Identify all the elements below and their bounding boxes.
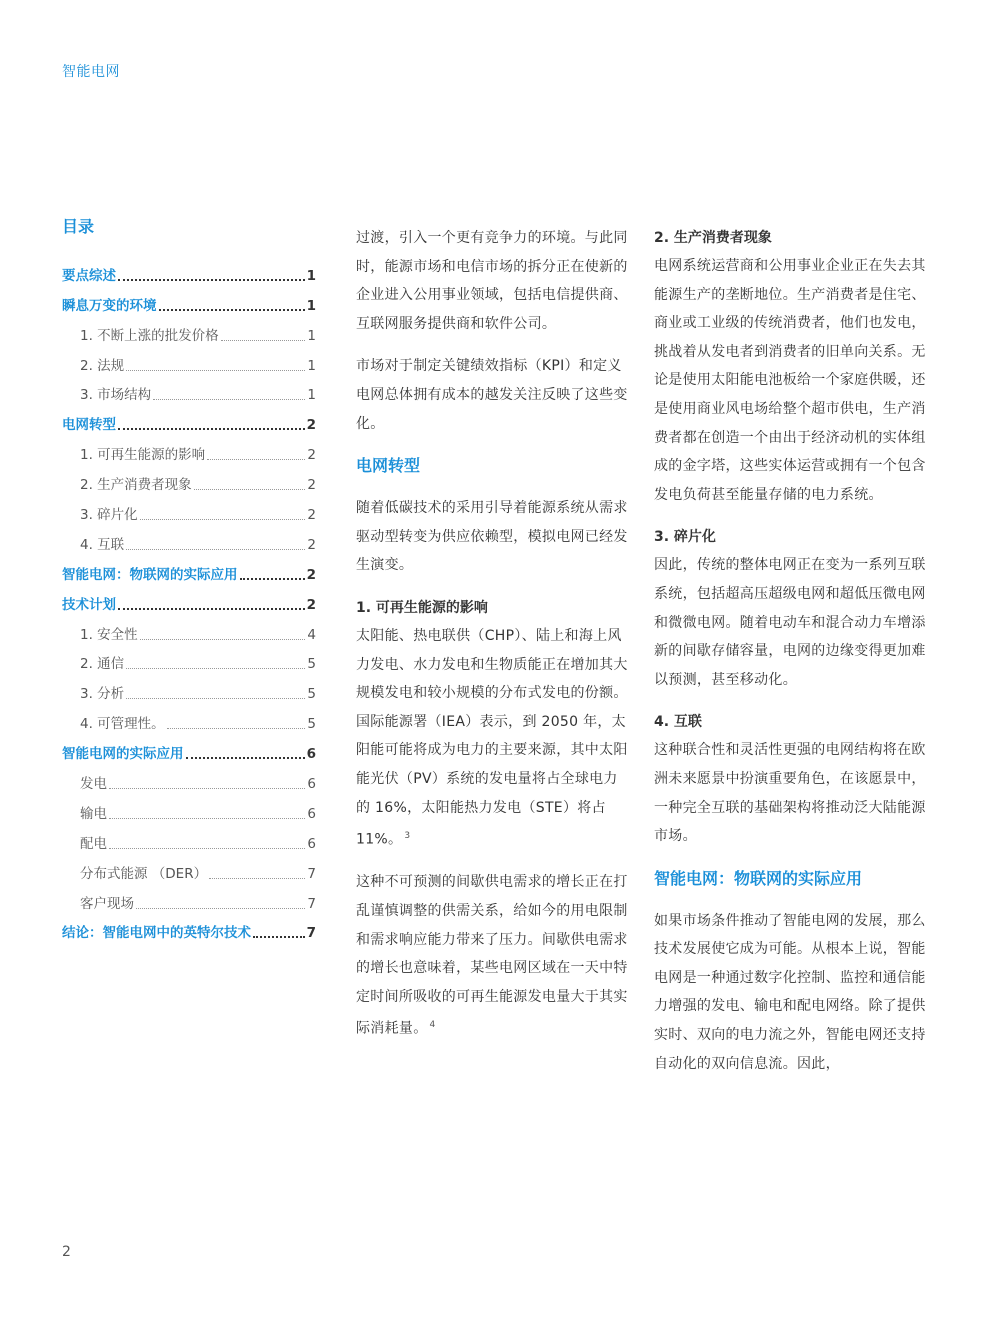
toc-leader-dots (240, 578, 305, 580)
toc-leader-dots (167, 728, 306, 729)
paragraph (356, 622, 628, 854)
toc-entry[interactable] (62, 738, 316, 768)
text-column-2 (356, 224, 628, 1058)
toc-entry[interactable] (62, 559, 316, 589)
toc-leader-dots (126, 668, 305, 669)
toc-leader-dots (186, 757, 305, 759)
toc-leader-dots (221, 340, 306, 341)
toc-entry-page: 2 (307, 507, 316, 524)
toc-leader-dots (109, 848, 305, 849)
toc-entry-page: 5 (307, 656, 316, 673)
toc-entry-page: 6 (307, 776, 316, 793)
toc-entry[interactable] (62, 888, 316, 918)
toc-entry[interactable] (62, 320, 316, 350)
toc-entry[interactable] (62, 798, 316, 828)
toc-entry[interactable] (62, 708, 316, 738)
toc-leader-dots (109, 788, 305, 789)
toc-entry-label: 电网转型 (62, 417, 116, 434)
text-column-3 (654, 224, 926, 1092)
toc-entry[interactable] (62, 678, 316, 708)
toc-leader-dots (126, 698, 305, 699)
toc-entry-page: 1 (307, 357, 316, 374)
toc-leader-dots (118, 608, 305, 610)
paragraph-text: 太阳能、热电联供（CHP）、陆上和海上风力发电、水力发电和生物质能正在增加其大规模发电和较小规模的分布式发电的份额。国际能源署（IEA）表示，到 2050 年，太阳能可能将成为电力的主要来源，其中太阳能光伏（PV）系统的发电量将占全球电力的 16%，太阳能热力发电（STE）将占 11%。 (356, 627, 628, 848)
toc-entry-label: 2. 法规 (80, 357, 125, 374)
footnote-marker[interactable]: 4 (429, 1020, 436, 1031)
toc-leader-dots (209, 878, 305, 879)
sub-heading-renewables: 1. 可再生能源的影响 (356, 599, 488, 616)
toc-entry-page: 2 (307, 447, 316, 464)
toc-entry-label: 瞬息万变的环境 (62, 297, 157, 314)
toc-entry-label: 3. 市场结构 (80, 387, 152, 404)
section-heading-grid-transformation: 电网转型 (356, 456, 421, 476)
toc-leader-dots (118, 428, 305, 430)
toc-entry[interactable] (62, 499, 316, 529)
toc-entry-page: 2 (307, 536, 316, 553)
toc-leader-dots (194, 489, 306, 490)
toc-entry[interactable] (62, 409, 316, 439)
toc-leader-dots (126, 549, 305, 550)
running-header: 智能电网 (62, 64, 120, 80)
toc-leader-dots (118, 279, 305, 281)
toc-entry-label: 客户现场 (80, 895, 134, 912)
footnote-marker[interactable]: 3 (404, 831, 411, 842)
toc-entry-page: 7 (307, 865, 316, 882)
paragraph-text: 这种不可预测的间歇供电需求的增长正在打乱谨慎调整的供需关系，给如今的用电限制和需求响应能力带来了压力。间歇供电需求的增长也意味着，某些电网区域在一天中特定时间所吸收的可再生能源发电量大于其实际消耗量。 (356, 874, 628, 1037)
toc-list (62, 260, 316, 947)
paragraph: 这种联合性和灵活性更强的电网结构将在欧洲未来愿景中扮演重要角色，在该愿景中，一种完全互联的基础架构将推动泛大陆能源市场。 (654, 742, 926, 845)
paragraph (356, 868, 628, 1043)
toc-entry-label: 1. 不断上涨的批发价格 (80, 327, 219, 344)
toc-leader-dots (126, 370, 305, 371)
sub-heading-fragmentation: 3. 碎片化 (654, 529, 716, 546)
toc-entry[interactable] (62, 529, 316, 559)
toc-entry[interactable] (62, 858, 316, 888)
toc-entry-label: 智能电网：物联网的实际应用 (62, 566, 238, 583)
toc-entry[interactable] (62, 768, 316, 798)
toc-entry-page: 5 (307, 686, 316, 703)
toc-entry[interactable] (62, 380, 316, 410)
toc-entry-label: 3. 分析 (80, 686, 125, 703)
section-heading-smart-grid-iot: 智能电网：物联网的实际应用 (654, 868, 863, 888)
toc-entry[interactable] (62, 619, 316, 649)
toc-entry-label: 智能电网的实际应用 (62, 746, 184, 763)
toc-entry-page: 1 (307, 327, 316, 344)
toc-leader-dots (140, 639, 306, 640)
toc-entry-label: 要点综述 (62, 267, 116, 284)
toc-entry-label: 分布式能源 （DER） (80, 865, 208, 882)
page-number: 2 (62, 1244, 71, 1260)
toc-entry-page: 1 (307, 387, 316, 404)
toc-title: 目录 (62, 217, 95, 236)
toc-entry-label: 4. 互联 (80, 536, 125, 553)
toc-entry-page: 6 (307, 805, 316, 822)
toc-entry[interactable] (62, 589, 316, 619)
toc-entry-page: 1 (306, 297, 316, 314)
toc-leader-dots (207, 459, 305, 460)
toc-entry-page: 7 (307, 895, 316, 912)
toc-entry-label: 发电 (80, 776, 107, 793)
toc-entry-page: 5 (307, 716, 316, 733)
toc-entry-page: 6 (307, 835, 316, 852)
paragraph: 过渡，引入一个更有竞争力的环境。与此同时，能源市场和电信市场的拆分正在使新的企业进入公用事业领域，包括电信提供商、互联网服务提供商和软件公司。 (356, 230, 628, 332)
toc-entry[interactable] (62, 828, 316, 858)
paragraph: 市场对于制定关键绩效指标（KPI）和定义电网总体拥有成本的越发关注反映了这些变化。 (356, 358, 628, 432)
toc-entry-label: 1. 安全性 (80, 626, 138, 643)
toc-entry-page: 2 (306, 417, 316, 434)
toc-leader-dots (136, 908, 305, 909)
toc-entry[interactable] (62, 290, 316, 320)
paragraph: 电网系统运营商和公用事业企业正在失去其能源生产的垄断地位。生产消费者是住宅、商业或工业级的传统消费者，他们也发电，挑战着从发电者到消费者的旧单向关系。无论是使用太阳能电池板给一个家庭供暖，还是使用商业风电场给整个超市供电，生产消费者都在创造一个由出于经济动机的实体组成的金字塔，这些实体运营或拥有一个包含发电负荷甚至能量存储的电力系统。 (654, 258, 926, 503)
toc-leader-dots (253, 936, 305, 938)
toc-entry-page: 2 (306, 596, 316, 613)
toc-entry-label: 技术计划 (62, 596, 116, 613)
table-of-contents (62, 216, 316, 947)
toc-leader-dots (140, 519, 306, 520)
toc-entry[interactable] (62, 469, 316, 499)
toc-entry-label: 输电 (80, 805, 107, 822)
toc-entry-label: 4. 可管理性。 (80, 716, 165, 733)
toc-entry-label: 结论：智能电网中的英特尔技术 (62, 925, 251, 942)
toc-entry-label: 2. 生产消费者现象 (80, 477, 192, 494)
toc-entry-page: 2 (306, 566, 316, 583)
toc-leader-dots (153, 399, 305, 400)
toc-entry[interactable] (62, 918, 316, 948)
paragraph: 随着低碳技术的采用引导着能源系统从需求驱动型转变为供应依赖型，模拟电网已经发生演变。 (356, 500, 628, 574)
toc-entry-label: 3. 碎片化 (80, 507, 138, 524)
toc-entry-page: 4 (307, 626, 316, 643)
toc-entry-page: 6 (306, 746, 316, 763)
toc-entry[interactable] (62, 260, 316, 290)
toc-entry-page: 2 (307, 477, 316, 494)
toc-entry-page: 7 (306, 925, 316, 942)
toc-entry-label: 配电 (80, 835, 107, 852)
toc-entry[interactable] (62, 649, 316, 679)
sub-heading-interconnection: 4. 互联 (654, 714, 702, 731)
toc-entry[interactable] (62, 439, 316, 469)
toc-entry[interactable] (62, 350, 316, 380)
toc-leader-dots (159, 309, 305, 311)
paragraph: 因此，传统的整体电网正在变为一系列互联系统，包括超高压超级电网和超低压微电网和微微电网。随着电动车和混合动力车增添新的间歇存储容量，电网的边缘变得更加难以预测，甚至移动化。 (654, 557, 926, 688)
toc-leader-dots (109, 818, 305, 819)
paragraph: 如果市场条件推动了智能电网的发展，那么技术发展使它成为可能。从根本上说，智能电网是一种通过数字化控制、监控和通信能力增强的发电、输电和配电网络。除了提供实时、双向的电力流之外，智能电网还支持自动化的双向信息流。因此， (654, 912, 926, 1072)
sub-heading-prosumer: 2. 生产消费者现象 (654, 230, 772, 246)
toc-entry-label: 1. 可再生能源的影响 (80, 447, 206, 464)
toc-entry-label: 2. 通信 (80, 656, 125, 673)
toc-entry-page: 1 (306, 267, 316, 284)
